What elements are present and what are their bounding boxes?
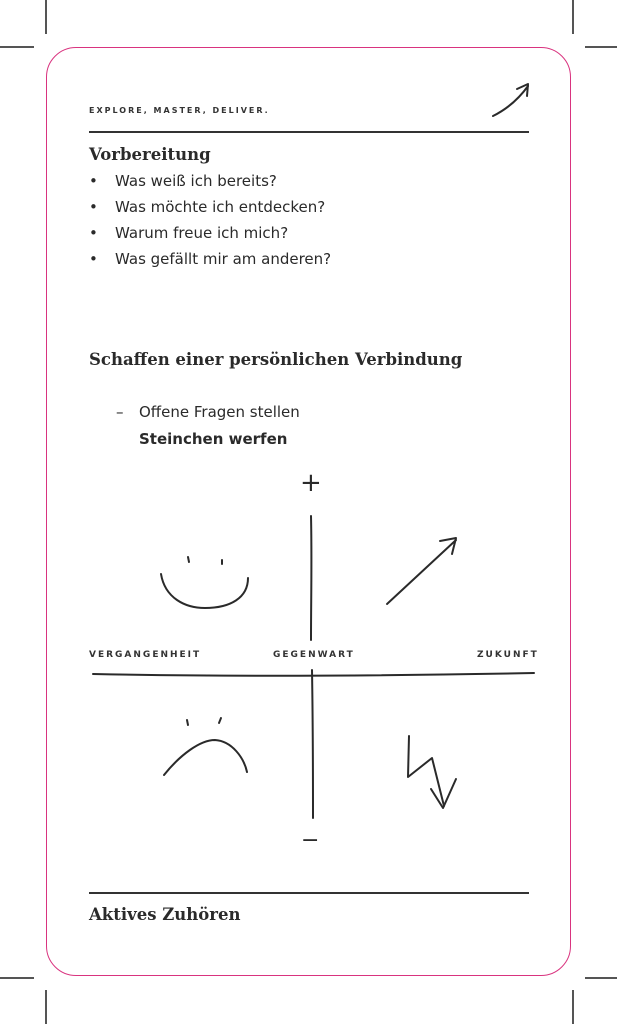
- vertical-axis-lower: [312, 670, 313, 818]
- falling-arrow-icon: [408, 736, 456, 808]
- bold-list-item: Steinchen werfen: [139, 430, 288, 448]
- list-item: • Was gefällt mir am anderen?: [89, 249, 331, 275]
- axis-label-past: VERGANGENHEIT: [89, 650, 202, 660]
- horizontal-axis: [93, 673, 534, 676]
- axis-label-present: GEGENWART: [273, 650, 355, 660]
- bottom-divider: [89, 892, 529, 894]
- dash-list-item-text: Offene Fragen stellen: [139, 403, 300, 421]
- minus-sign: −: [301, 828, 320, 853]
- list-item: • Was weiß ich bereits?: [89, 171, 331, 197]
- sad-face-icon: [164, 718, 247, 775]
- connection-title: Schaffen einer persönlichen Verbindung: [89, 350, 463, 369]
- plus-sign: +: [300, 468, 322, 498]
- list-item: • Was möchte ich entdecken?: [89, 197, 331, 223]
- dash-symbol: –: [116, 403, 124, 421]
- arrow-up-right-icon: [493, 84, 528, 116]
- tagline: EXPLORE, MASTER, DELIVER.: [89, 106, 270, 115]
- axis-label-future: ZUKUNFT: [477, 650, 539, 660]
- happy-face-icon: [161, 557, 248, 608]
- active-listening-title: Aktives Zuhören: [89, 905, 241, 924]
- rising-arrow-icon: [387, 538, 456, 604]
- list-item: • Warum freue ich mich?: [89, 223, 331, 249]
- preparation-title: Vorbereitung: [89, 145, 211, 164]
